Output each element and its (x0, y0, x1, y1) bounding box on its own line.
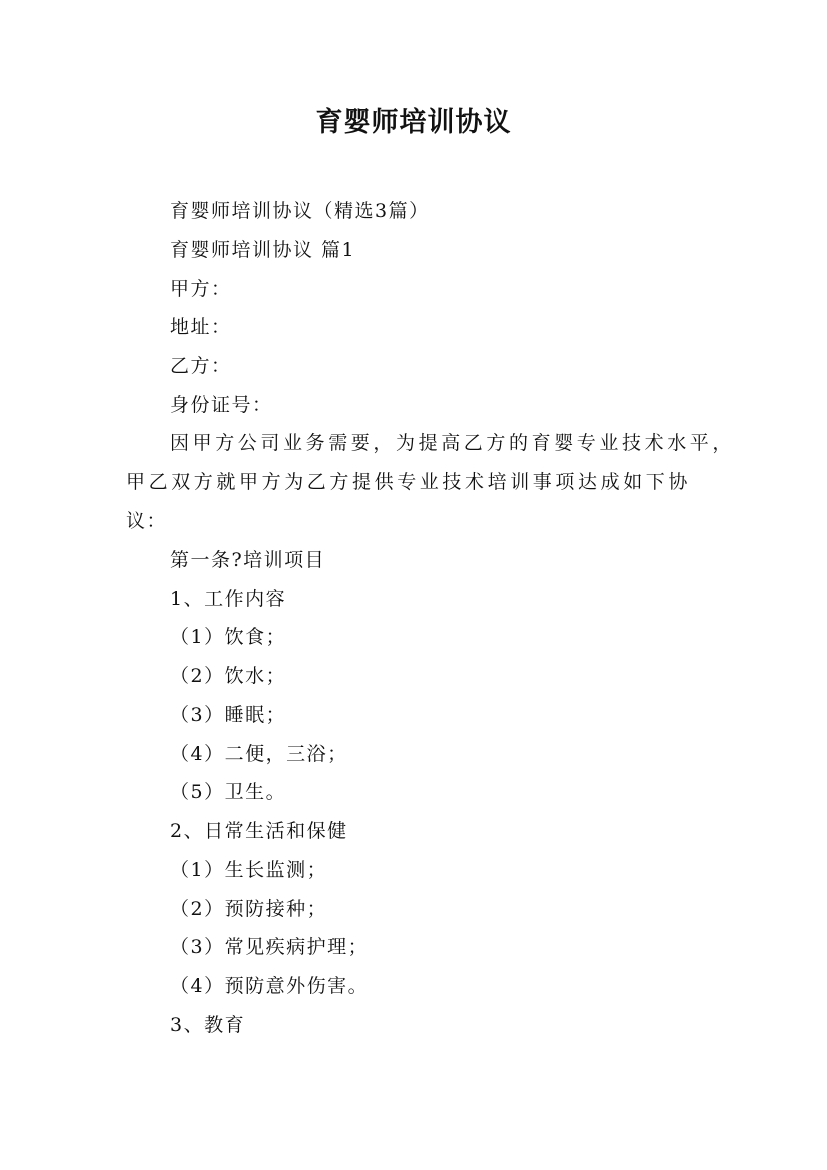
address-label: 地址： (170, 316, 232, 338)
list-item: （3）睡眠； (170, 704, 287, 726)
paragraph-line: 因甲方公司业务需要，为提高乙方的育婴专业技术水平， (170, 432, 736, 454)
list-item: （2）预防接种； (170, 898, 328, 920)
list-item: （4）二便，三浴； (170, 743, 348, 765)
paragraph-line: 议： (126, 510, 168, 532)
party-b-label: 乙方： (170, 355, 232, 377)
subtitle-line: 育婴师培训协议（精选3篇） (170, 200, 430, 222)
list-item: （1）饮食； (170, 626, 287, 648)
list-item: （5）卫生。 (170, 781, 287, 803)
list-heading: 2、日常生活和保健 (170, 820, 348, 842)
document-title: 育婴师培训协议 (315, 107, 512, 138)
list-heading: 1、工作内容 (170, 588, 287, 610)
paragraph-line: 甲乙双方就甲方为乙方提供专业技术培训事项达成如下协 (126, 471, 692, 493)
list-item: （1）生长监测； (170, 859, 328, 881)
article-heading: 第一条?培训项目 (170, 549, 326, 571)
list-heading: 3、教育 (170, 1014, 246, 1036)
party-a-label: 甲方： (170, 278, 232, 300)
list-item: （3）常见疾病护理； (170, 936, 369, 958)
id-number-label: 身份证号： (170, 394, 273, 416)
list-item: （2）饮水； (170, 665, 287, 687)
list-item: （4）预防意外伤害。 (170, 975, 369, 997)
section-heading: 育婴师培训协议 篇1 (170, 239, 356, 261)
